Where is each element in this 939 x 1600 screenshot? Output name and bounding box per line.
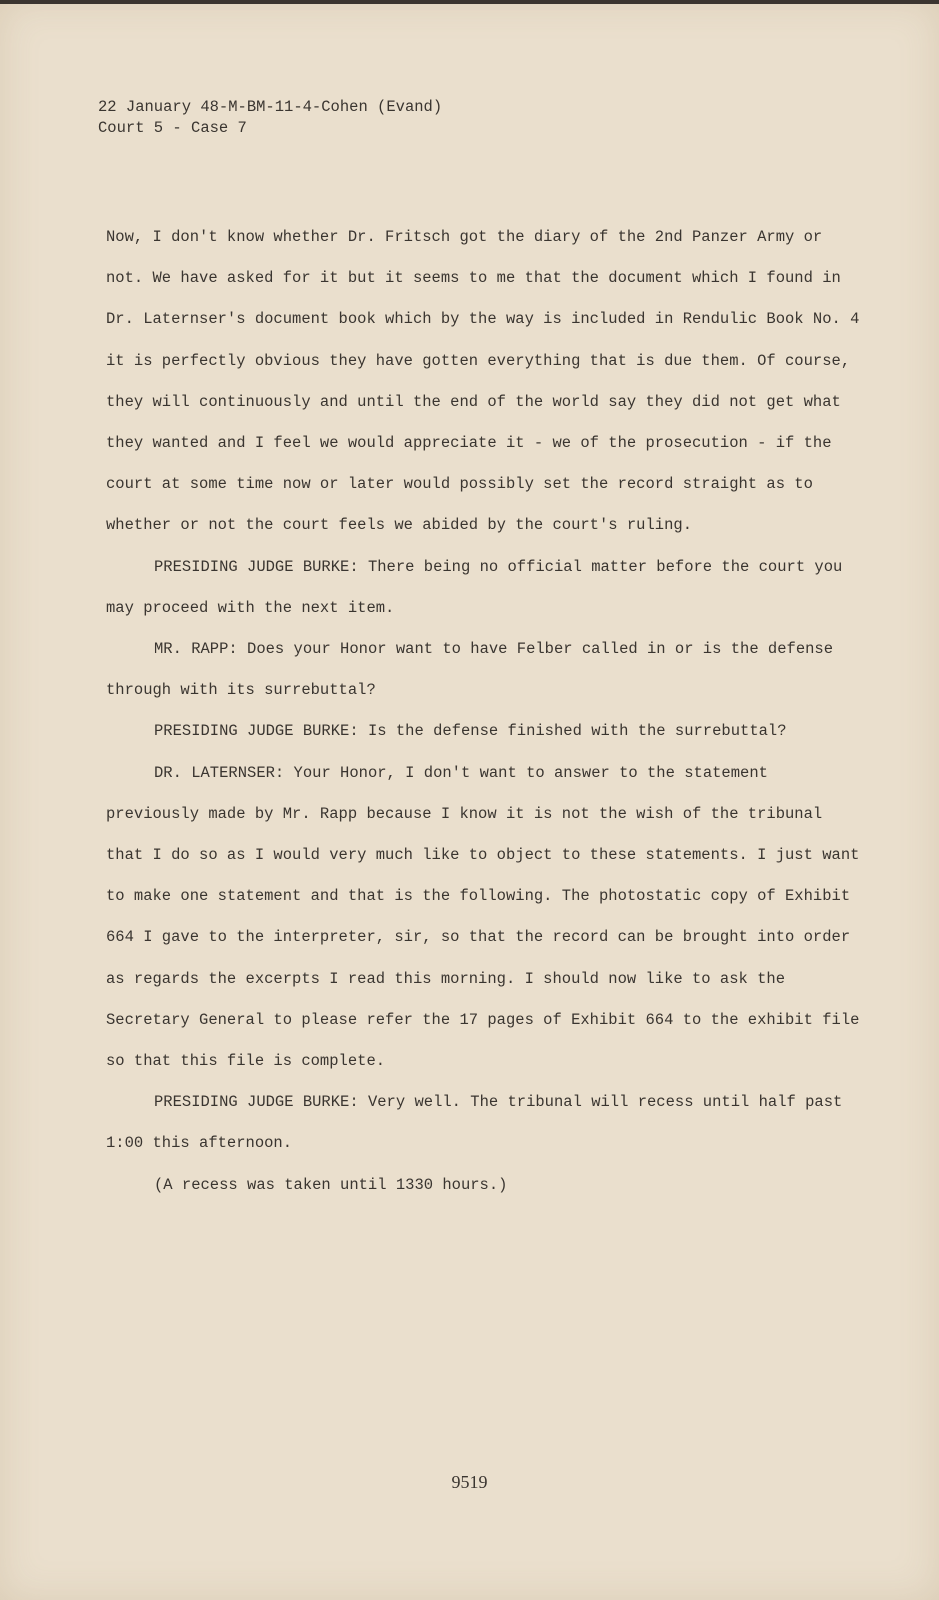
speaker-label: MR. RAPP: (154, 640, 238, 659)
paragraph-text: (A recess was taken until 1330 hours.) (154, 1175, 508, 1194)
speaker-label: PRESIDING JUDGE BURKE: (154, 1093, 359, 1112)
transcript-body (106, 217, 866, 1206)
speaker-label: PRESIDING JUDGE BURKE: (154, 722, 359, 741)
header-line-2: Court 5 - Case 7 (98, 119, 247, 137)
speaker-label: PRESIDING JUDGE BURKE: (154, 557, 359, 576)
header-line-1: 22 January 48-M-BM-11-4-Cohen (Evand) (98, 98, 443, 116)
paragraph-text: Does your Honor want to have Felber called in or is the defense through with its surrebuttal? (106, 640, 834, 700)
paragraph-recess-note (106, 1165, 866, 1206)
paragraph-judge-burke-1 (106, 547, 866, 629)
paragraph-mr-rapp (106, 629, 866, 711)
paragraph-dr-laternser (106, 753, 866, 1083)
paragraph-text: There being no official matter before the court you may proceed with the next item. (106, 557, 843, 617)
paragraph-text: Very well. The tribunal will recess until half past 1:00 this afternoon. (106, 1093, 843, 1153)
paragraph-text: Is the defense finished with the surrebuttal? (367, 722, 787, 741)
paragraph-judge-burke-2 (106, 711, 866, 752)
page-number: 9519 (451, 1472, 488, 1492)
paragraph-judge-burke-3 (106, 1082, 866, 1164)
document-header (98, 97, 442, 139)
paragraph-text: Now, I don't know whether Dr. Fritsch got the diary of the 2nd Panzer Army or not. We have asked for it but it seems to me that the document which I found in Dr. Laternser's document book which by the way is included in Rendulic Book No. 4 it is perfectly obvious they have gotten everything that is due them. Of course, they will continuously and until the end of the world say they did not get what they wanted and I feel we would appreciate it - we of the prosecution - if the court at some time now or later would possibly set the record straight as to whether or not the court feels we abided by the court's ruling. (106, 228, 860, 535)
paragraph-text: Your Honor, I don't want to answer to the statement previously made by Mr. Rapp because I know it is not the wish of the tribunal that I do so as I would very much like to object to these statements. I just want to make one statement and that is the following. The photostatic copy of Exhibit 664 I gave to the interpreter, sir, so that the record can be brought into order as regards the excerpts I read this morning. I should now like to ask the Secretary General to please refer the 17 pages of Exhibit 664 to the exhibit file so that this file is complete. (106, 763, 860, 1071)
page-top-edge (0, 0, 939, 4)
speaker-label: DR. LATERNSER: (154, 763, 285, 782)
paragraph-prosecution-statement (106, 217, 866, 547)
